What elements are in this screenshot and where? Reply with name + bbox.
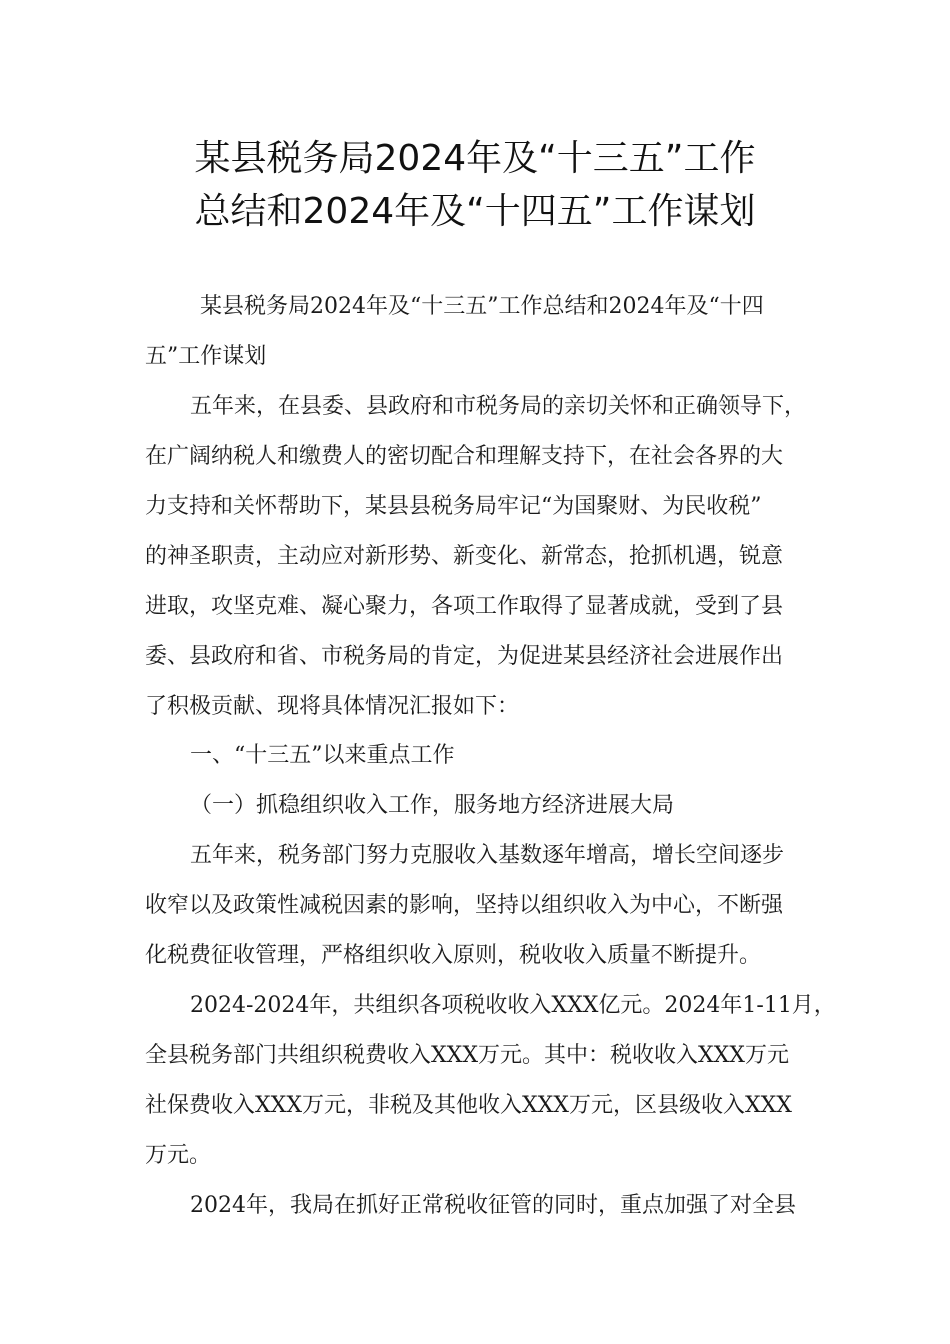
paragraph-line: 收窄以及政策性减税因素的影响，坚持以组织收入为中心，不断强 <box>145 893 784 918</box>
paragraph-line: 万元。 <box>145 1143 212 1168</box>
paragraph-line: 化税费征收管理，严格组织收入原则，税收收入质量不断提升。 <box>145 943 762 968</box>
subtitle-line: 某县税务局2024年及“十三五”工作总结和2024年及“十四 <box>200 294 764 319</box>
subsection-heading: （一）抓稳组织收入工作，服务地方经济进展大局 <box>190 793 675 818</box>
paragraph-line: 委、县政府和省、市税务局的肯定，为促进某县经济社会进展作出 <box>145 644 784 669</box>
paragraph-line: 的神圣职责，主动应对新形势、新变化、新常态，抢抓机遇，锐意 <box>145 544 784 569</box>
document-title-line-1: 某县税务局2024年及“十三五”工作 <box>194 138 756 179</box>
paragraph-line: 社保费收入XXX万元，非税及其他收入XXX万元，区县级收入XXX <box>145 1093 792 1118</box>
paragraph-line: 2024-2024年，共组织各项税收收入XXX亿元。2024年1-11月， <box>190 993 836 1018</box>
paragraph-line: 全县税务部门共组织税费收入XXX万元。其中：税收收入XXX万元 <box>145 1043 789 1068</box>
subtitle-line: 五”工作谋划 <box>145 344 267 369</box>
paragraph-line: 在广阔纳税人和缴费人的密切配合和理解支持下，在社会各界的大 <box>145 444 784 469</box>
paragraph-line: 2024年，我局在抓好正常税收征管的同时，重点加强了对全县 <box>190 1193 796 1218</box>
paragraph-line: 了积极贡献、现将具体情况汇报如下： <box>145 694 520 719</box>
paragraph-line: 五年来，在县委、县政府和市税务局的亲切关怀和正确领导下， <box>190 394 807 419</box>
section-heading: 一、“十三五”以来重点工作 <box>190 743 455 768</box>
paragraph-line: 五年来，税务部门努力克服收入基数逐年增高，增长空间逐步 <box>190 843 785 868</box>
paragraph-line: 进取，攻坚克难、凝心聚力，各项工作取得了显著成就，受到了县 <box>145 594 784 619</box>
paragraph-line: 力支持和关怀帮助下，某县县税务局牢记“为国聚财、为民收税” <box>145 494 762 519</box>
document-title-line-2: 总结和2024年及“十四五”工作谋划 <box>194 191 756 232</box>
